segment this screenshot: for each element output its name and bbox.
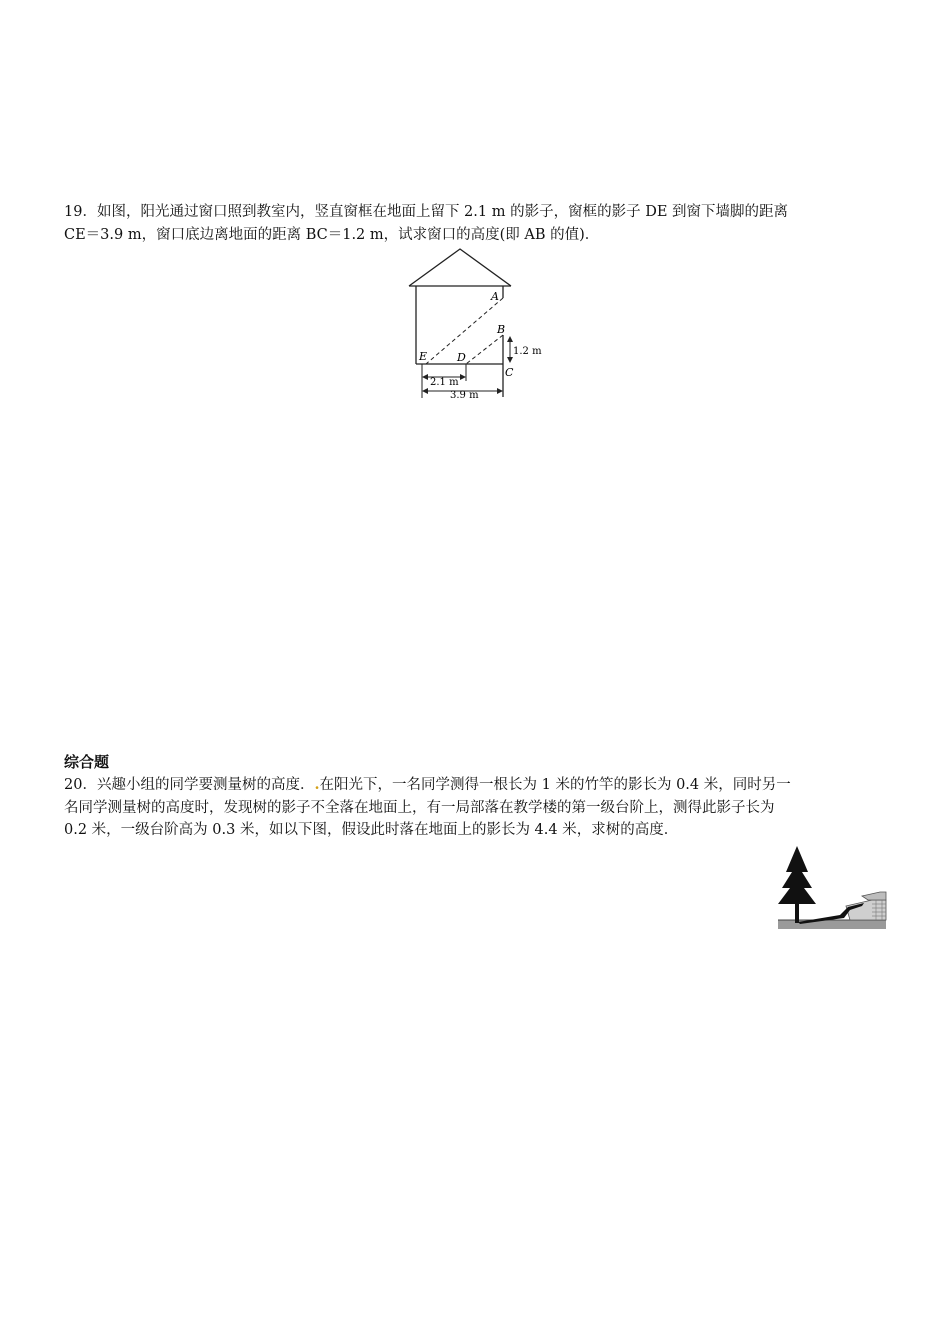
dimension-ce-arrow-right	[497, 388, 503, 394]
question-19-line-1: 19．如图，阳光通过窗口照到教室内，竖直窗框在地面上留下 2.1 m 的影子，窗框的影子 DE 到窗下墙脚的距离	[64, 204, 789, 220]
dimension-ce-arrow-left	[422, 388, 428, 394]
stray-dot: .	[314, 776, 320, 793]
question-20-text	[64, 774, 890, 842]
label-e: E	[419, 350, 428, 363]
light-ray-b-d	[466, 335, 503, 364]
dimension-de-arrow-right	[460, 374, 466, 380]
dimension-bc-arrow-top	[507, 336, 513, 342]
question-20-line-1	[64, 774, 890, 797]
question-19-text	[64, 201, 890, 246]
window-shadow-figure	[400, 243, 560, 403]
roof	[409, 249, 511, 286]
label-d: D	[457, 351, 466, 364]
question-20-line-1-part-b: 在阳光下，一名同学测得一根长为 1 米的竹竿的影长为 0.4 米，同时另一	[319, 777, 791, 793]
label-c: C	[505, 366, 514, 379]
question-20-line-2: 名同学测量树的高度时，发现树的影子不全落在地面上，有一局部落在教学楼的第一级台阶上，测得此影子长为	[64, 799, 775, 816]
dimension-bc-arrow-bottom	[507, 357, 513, 363]
dimension-bc-label: 1.2 m	[513, 346, 542, 357]
section-heading: 综合题	[64, 753, 110, 771]
question-19-line-2: CE＝3.9 m，窗口底边离地面的距离 BC＝1.2 m，试求窗口的高度(即 AB 的值)．	[64, 226, 600, 243]
dimension-de-arrow-left	[422, 374, 428, 380]
second-step	[862, 892, 886, 900]
question-20-line-3: 0.2 米，一级台阶高为 0.3 米，如以下图，假设此时落在地面上的影长为 4.4 米，求树的高度．	[64, 822, 679, 838]
label-b: B	[497, 323, 506, 336]
first-step	[846, 900, 886, 920]
tree-step-figure	[776, 842, 888, 934]
question-20-line-1-part-a: 20．兴趣小组的同学要测量树的高度．	[64, 777, 315, 793]
tree-icon	[778, 846, 816, 904]
ground-slab	[778, 920, 886, 929]
label-a: A	[491, 290, 499, 303]
dimension-ce-label: 3.9 m	[450, 390, 479, 401]
dimension-de-label: 2.1 m	[430, 377, 459, 388]
